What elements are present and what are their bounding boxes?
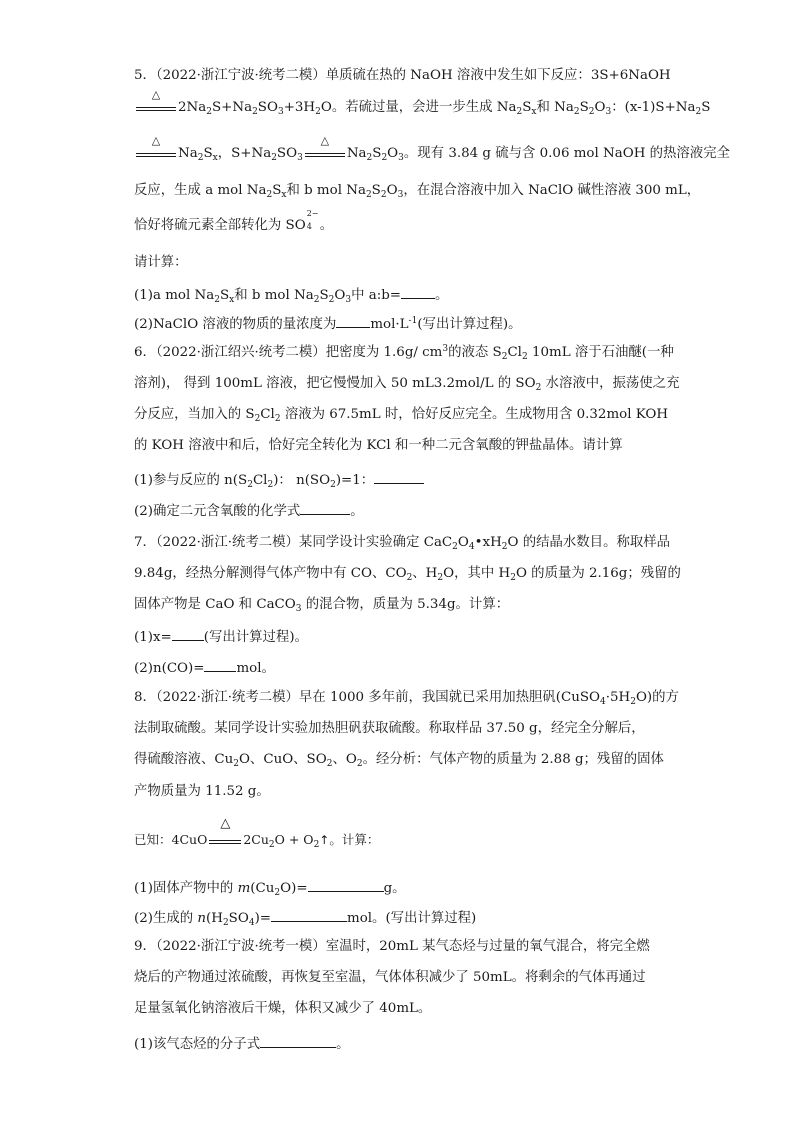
q5-line-5: 恰好将硫元素全部转化为 SO 2− 4 。 xyxy=(134,209,334,233)
q5-line-3: △ $Na_2S_x$，$S+Na_2SO_3$ △ $Na_2S_2O_3$。现有 3.84 g 硫与含 0.06 mol NaOH 的热溶液完全 xyxy=(134,143,730,164)
q7-line-3: 固体产物是 CaO 和 CaCO$_3$ 的混合物，质量为 5.34g。计算： xyxy=(134,597,510,614)
answer-blank[interactable] xyxy=(204,657,236,672)
q5-line-2: △ $2Na_2S+Na_2SO_3+3H_2O$。若硫过量，会进一步生成 $Na_2S_x$和 $Na_2S_2O_3$：$(x-1)S+Na_2S$ xyxy=(134,97,710,118)
q8-known-equation: 已知：4CuO △ $2Cu_2O$ + $O_2↑$。计算： xyxy=(134,816,380,850)
heating-condition-sign: △ xyxy=(134,97,178,117)
heating-condition-sign: △ xyxy=(134,143,178,163)
answer-blank[interactable] xyxy=(260,1033,336,1048)
q8-part-2: (2)生成的 $n(H_2SO_4)=$ mol。(写出计算过程) xyxy=(134,907,476,929)
q5-line-1: 5．（2022·浙江宁波·统考二模）单质硫在热的 NaOH 溶液中发生如下反应：3S+6NaOH xyxy=(134,68,671,83)
answer-blank[interactable] xyxy=(300,500,350,515)
q6-part-2: (2)确定二元含氧酸的化学式 。 xyxy=(134,500,364,522)
answer-blank[interactable] xyxy=(172,626,204,641)
q6-line-1: 6．（2022·浙江绍兴·统考二模）把密度为 1.6g/ $cm^3$的液态 $S_2Cl_2$ 10mL 溶于石油醚(一种 xyxy=(134,344,674,362)
q8-part-1: (1)固体产物中的 $m(Cu_2O)= g$。 xyxy=(134,877,406,899)
q9-part-1: (1)该气态烃的分子式 。 xyxy=(134,1033,349,1055)
heating-condition-sign: △ xyxy=(207,830,243,850)
q8-line-1: 8．（2022·浙江·统考二模）早在 1000 多年前，我国就已采用加热胆矾$(CuSO_4\cdot 5H_2O)$的方 xyxy=(134,690,679,707)
q5-ask: 请计算： xyxy=(134,255,188,270)
q8-line-4: 产物质量为 11.52 g。 xyxy=(134,784,270,799)
q6-line-3: 分反应，当加入的 $S_2Cl_2$ 溶液为 67.5mL 时，恰好反应完全。生成物用含 0.32mol KOH xyxy=(134,407,669,424)
answer-blank[interactable] xyxy=(336,313,370,328)
q9-line-1: 9．（2022·浙江宁波·统考一模）室温时，20mL 某气态烃与过量的氧气混合，将完全燃 xyxy=(134,939,650,954)
q9-line-2: 烧后的产物通过浓硫酸，再恢复至室温，气体体积减少了 50mL。将剩余的气体再通过 xyxy=(134,970,646,985)
q6-line-4: 的 KOH 溶液中和后，恰好完全转化为 KCl 和一种二元含氧酸的钾盐晶体。请计算 xyxy=(134,438,623,453)
answer-blank[interactable] xyxy=(374,469,424,484)
q7-line-2: 9.84g，经热分解测得气体产物中有 CO、$CO_2$、$H_2O$，其中 $H_2O$ 的质量为 2.16g；残留的 xyxy=(134,566,681,583)
q7-part-2: (2)n(CO)= mol。 xyxy=(134,657,275,679)
q6-line-2: 溶剂)， 得到 100mL 溶液，把它慢慢加入 50 mL3.2mol/L 的 $SO_2$ 水溶液中，振荡使之充 xyxy=(134,376,680,393)
q7-part-1: (1)x= (写出计算过程)。 xyxy=(134,626,308,648)
q5-part-2: (2)NaClO 溶液的物质的量浓度为 $mol\cdot L^{-1}$(写出计算过程)。 xyxy=(134,313,522,335)
heating-condition-sign: △ xyxy=(303,143,347,163)
answer-blank[interactable] xyxy=(308,877,384,892)
q8-line-2: 法制取硫酸。某同学设计实验加热胆矾获取硫酸。称取样品 37.50 g，经完全分解后， xyxy=(134,721,645,736)
q6-part-1: (1)参与反应的 $n(S_2Cl_2)$： $n(SO_2)=1$： xyxy=(134,469,424,491)
q5-line-4: 反应，生成 a mol $Na_2S_x$和 b mol $Na_2S_2O_3$，在混合溶液中加入 NaClO 碱性溶液 300 mL， xyxy=(134,183,701,200)
q5-part-1: (1)a mol $Na_2S_x$和 b mol $Na_2S_2O_3$中 a:b= 。 xyxy=(134,284,448,306)
q7-line-1: 7．（2022·浙江·统考二模）某同学设计实验确定 $CaC_2O_4•xH_2O$ 的结晶水数目。称取样品 xyxy=(134,535,671,552)
answer-blank[interactable] xyxy=(271,907,347,922)
q8-line-3: 得硫酸溶液、$Cu_2O$、CuO、$SO_2$、$O_2$。经分析：气体产物的质量为 2.88 g；残留的固体 xyxy=(134,752,664,769)
q9-line-3: 足量氢氧化钠溶液后干燥，体积又减少了 40mL。 xyxy=(134,1001,432,1016)
answer-blank[interactable] xyxy=(401,284,435,299)
